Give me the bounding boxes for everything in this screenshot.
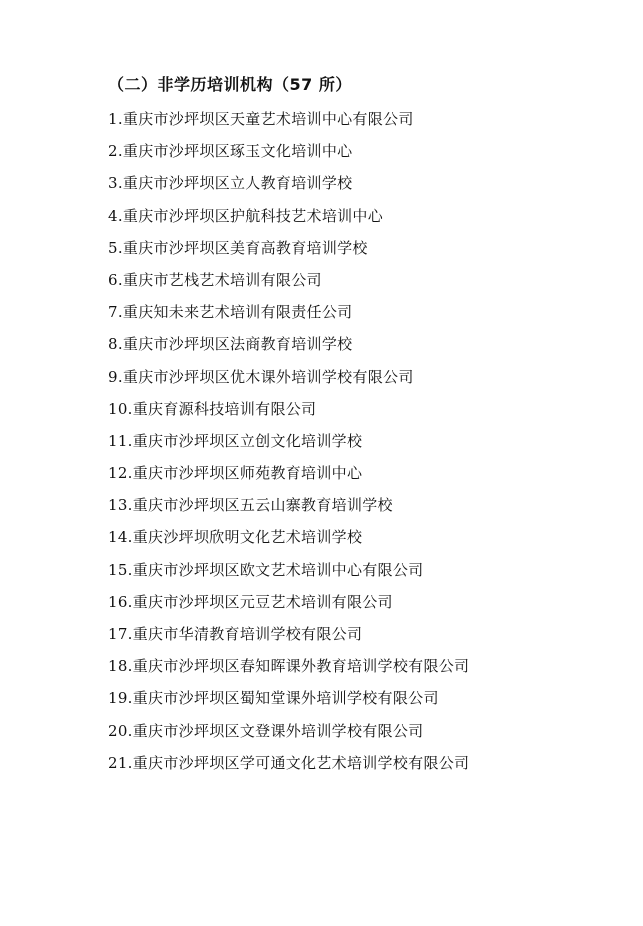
list-item: 12.重庆市沙坪坝区师苑教育培训中心: [108, 464, 363, 483]
section-heading: （二）非学历培训机构（57 所）: [108, 75, 352, 94]
list-item: 5.重庆市沙坪坝区美育高教育培训学校: [108, 238, 368, 257]
list-item: 1.重庆市沙坪坝区天童艺术培训中心有限公司: [108, 110, 414, 128]
list-item: 7.重庆知未来艺术培训有限责任公司: [108, 303, 353, 322]
list-item: 6.重庆市艺栈艺术培训有限公司: [108, 270, 322, 289]
organization-list: [108, 107, 469, 783]
list-item: 17.重庆市华清教育培训学校有限公司: [108, 625, 363, 643]
list-item: 10.重庆育源科技培训有限公司: [108, 399, 317, 418]
list-item: 20.重庆市沙坪坝区文登课外培训学校有限公司: [108, 721, 424, 740]
list-item: 11.重庆市沙坪坝区立创文化培训学校: [108, 431, 363, 450]
list-item: 3.重庆市沙坪坝区立人教育培训学校: [108, 174, 353, 193]
list-item: 18.重庆市沙坪坝区春知晖课外教育培训学校有限公司: [108, 657, 470, 676]
list-item: 4.重庆市沙坪坝区护航科技艺术培训中心: [108, 206, 384, 225]
list-item: 21.重庆市沙坪坝区学可通文化艺术培训学校有限公司: [108, 753, 470, 772]
list-item: 16.重庆市沙坪坝区元豆艺术培训有限公司: [108, 592, 393, 611]
list-item: 14.重庆沙坪坝欣明文化艺术培训学校: [108, 528, 363, 547]
list-item: 9.重庆市沙坪坝区优木课外培训学校有限公司: [108, 367, 414, 386]
list-item: 8.重庆市沙坪坝区法商教育培训学校: [108, 335, 353, 354]
list-item: 13.重庆市沙坪坝区五云山寨教育培训学校: [108, 496, 393, 515]
list-item: 15.重庆市沙坪坝区欧文艺术培训中心有限公司: [108, 560, 424, 579]
list-item: 2.重庆市沙坪坝区琢玉文化培训中心: [108, 142, 353, 161]
list-item: 19.重庆市沙坪坝区蜀知堂课外培训学校有限公司: [108, 689, 439, 708]
